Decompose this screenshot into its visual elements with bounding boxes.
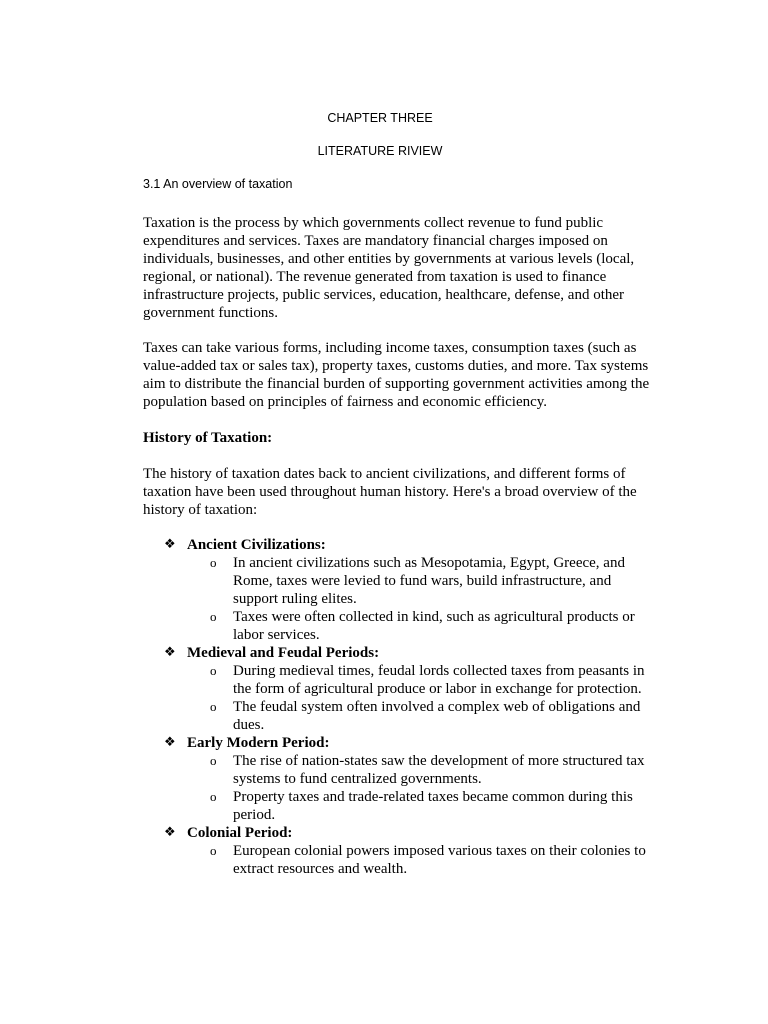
paragraph-taxation-definition: Taxation is the process by which governments collect revenue to fund public expenditures and services. Taxes are mandatory financial charges imposed on individuals, businesses, and other entities by governments at various levels (local, regional, or national). The revenue generated from taxation is used to finance infrastructure projects, public services, education, healthcare, defense, and other government functions. <box>143 215 635 321</box>
section-heading: 3.1 An overview of taxation <box>143 177 293 191</box>
circle-bullet-icon: o <box>210 555 217 570</box>
sub-list-item-text: European colonial powers imposed various taxes on their colonies to extract resources and wealth. <box>233 843 646 877</box>
sub-list-item <box>143 662 655 698</box>
list-item-title: Early Modern Period: <box>187 735 330 751</box>
diamond-bullet-icon: ❖ <box>164 537 176 552</box>
history-list <box>143 536 655 878</box>
list-item-medieval <box>143 644 655 734</box>
sub-list-item-text: During medieval times, feudal lords collected taxes from peasants in the form of agricultural produce or labor in exchange for protection. <box>233 663 645 697</box>
sub-list-item-text: Taxes were often collected in kind, such as agricultural products or labor services. <box>233 609 635 643</box>
list-item-colonial <box>143 824 655 878</box>
list-item-title: Colonial Period: <box>187 825 293 841</box>
paragraph-history-intro: The history of taxation dates back to ancient civilizations, and different forms of taxation have been used throughout human history. Here's a broad overview of the history of taxation: <box>143 466 637 518</box>
circle-bullet-icon: o <box>210 663 217 678</box>
sub-list-item-text: The rise of nation-states saw the development of more structured tax systems to fund centralized governments. <box>233 753 645 787</box>
chapter-title: CHAPTER THREE <box>327 111 433 125</box>
sub-list-item-text: Property taxes and trade-related taxes became common during this period. <box>233 789 633 823</box>
sub-list-item <box>143 554 655 608</box>
history-heading: History of Taxation: <box>143 430 273 446</box>
diamond-bullet-icon: ❖ <box>164 825 176 840</box>
list-item-title: Ancient Civilizations: <box>187 537 326 553</box>
sub-list-item <box>143 608 655 644</box>
list-item-title: Medieval and Feudal Periods: <box>187 645 380 661</box>
sub-list-item <box>143 842 655 878</box>
sub-list-item <box>143 788 655 824</box>
circle-bullet-icon: o <box>210 843 217 858</box>
paragraph-tax-forms: Taxes can take various forms, including income taxes, consumption taxes (such as value-added tax or sales tax), property taxes, customs duties, and more. Tax systems aim to distribute the financial burden of supporting government activities among the population based on principles of fairness and economic efficiency. <box>143 340 650 410</box>
circle-bullet-icon: o <box>210 753 217 768</box>
sub-list-item <box>143 698 655 734</box>
diamond-bullet-icon: ❖ <box>164 645 176 660</box>
sub-list-item-text: In ancient civilizations such as Mesopotamia, Egypt, Greece, and Rome, taxes were levied to fund wars, build infrastructure, and support ruling elites. <box>233 555 625 607</box>
circle-bullet-icon: o <box>210 609 217 624</box>
list-item-early-modern <box>143 734 655 824</box>
diamond-bullet-icon: ❖ <box>164 735 176 750</box>
sub-list-item <box>143 752 655 788</box>
circle-bullet-icon: o <box>210 699 217 714</box>
circle-bullet-icon: o <box>210 789 217 804</box>
literature-review-title: LITERATURE RIVIEW <box>317 144 443 158</box>
sub-list-item-text: The feudal system often involved a complex web of obligations and dues. <box>233 699 641 733</box>
list-item-ancient <box>143 536 655 644</box>
